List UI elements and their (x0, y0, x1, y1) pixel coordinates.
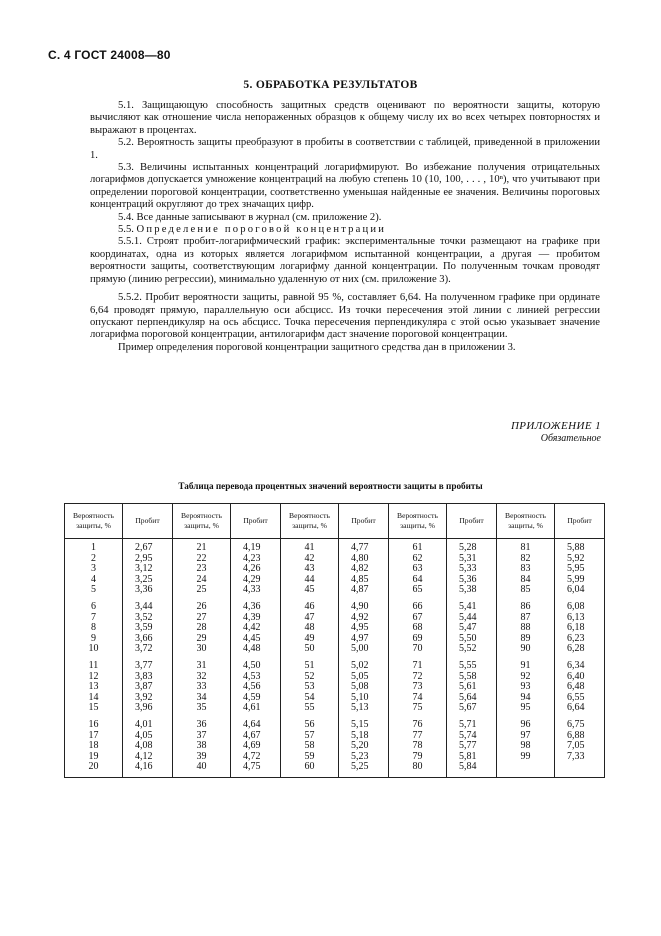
probit-cell: 5,31 (447, 554, 497, 565)
probability-cell: 35 (173, 703, 231, 714)
probit-cell: 6,48 (555, 682, 605, 693)
probit-cell: 5,50 (447, 634, 497, 645)
table-row (65, 644, 605, 655)
probit-cell: 5,84 (447, 762, 497, 777)
probit-cell: 5,10 (339, 693, 389, 704)
probit-cell: 5,18 (339, 731, 389, 742)
probability-cell: 64 (389, 575, 447, 586)
table-row (65, 596, 605, 613)
probability-cell: 40 (173, 762, 231, 777)
probability-cell: 30 (173, 644, 231, 655)
probit-cell: 3,52 (123, 613, 173, 624)
probability-cell: 32 (173, 672, 231, 683)
probability-cell: 39 (173, 752, 231, 763)
table-row (65, 655, 605, 672)
table-title: Таблица перевода процентных значений вероятности защиты в пробиты (178, 481, 483, 491)
paragraph-5-2: 5.2. Вероятность защиты преобразуют в пробиты в соответствии с таблицей, приведенной в приложении 1. (90, 137, 600, 161)
probit-cell: 5,99 (555, 575, 605, 586)
probit-cell: 4,50 (231, 655, 281, 672)
probit-cell: 3,12 (123, 564, 173, 575)
probability-cell: 92 (497, 672, 555, 683)
probability-cell: 52 (281, 672, 339, 683)
probability-cell: 77 (389, 731, 447, 742)
probit-cell: 5,33 (447, 564, 497, 575)
probability-cell: 88 (497, 623, 555, 634)
probit-table (64, 503, 605, 778)
probit-cell: 6,28 (555, 644, 605, 655)
probability-cell: 51 (281, 655, 339, 672)
probability-cell: 43 (281, 564, 339, 575)
probability-cell: 98 (497, 741, 555, 752)
probability-cell: 71 (389, 655, 447, 672)
probit-cell: 4,72 (231, 752, 281, 763)
probability-cell: 17 (65, 731, 123, 742)
probability-cell: 33 (173, 682, 231, 693)
probability-cell: 89 (497, 634, 555, 645)
probability-cell: 18 (65, 741, 123, 752)
paragraph-5-5 (90, 224, 600, 236)
probability-cell: 80 (389, 762, 447, 777)
probit-cell: 4,33 (231, 585, 281, 596)
probit-cell: 4,97 (339, 634, 389, 645)
probit-cell: 6,23 (555, 634, 605, 645)
appendix-subtitle: Обязательное (540, 433, 601, 444)
probability-cell: 85 (497, 585, 555, 596)
header-probit: Пробит (339, 504, 389, 539)
probit-cell: 6,08 (555, 596, 605, 613)
paragraph-5-5-2: 5.5.2. Пробит вероятности защиты, равной 95 %, составляет 6,64. На полученном графике при ординате 6,64 проводят прямую, параллельную оси абсцисс. Из точки пересечения этой линии с линией регрессии опускают перпендикуляр на ось абсцисс. Точка пересечения перпендикуляра с этой осью указывает значение логарифма пороговой концентрации, антилогарифм даст значение пороговой концентрации. (90, 292, 600, 341)
header-probit: Пробит (231, 504, 281, 539)
probit-cell: 4,12 (123, 752, 173, 763)
probability-cell: 34 (173, 693, 231, 704)
probability-cell: 16 (65, 714, 123, 731)
probit-cell: 7,05 (555, 741, 605, 752)
table-row (65, 539, 605, 554)
section-title: 5. ОБРАБОТКА РЕЗУЛЬТАТОВ (243, 79, 418, 91)
probit-cell: 4,39 (231, 613, 281, 624)
probit-cell: 4,36 (231, 596, 281, 613)
table-row (65, 762, 605, 777)
probit-cell: 3,92 (123, 693, 173, 704)
probit-cell: 5,64 (447, 693, 497, 704)
probit-cell: 5,23 (339, 752, 389, 763)
probit-cell: 4,92 (339, 613, 389, 624)
probability-cell: 61 (389, 539, 447, 554)
probit-cell: 3,36 (123, 585, 173, 596)
probit-cell: 6,04 (555, 585, 605, 596)
probit-cell: 5,15 (339, 714, 389, 731)
probability-cell: 12 (65, 672, 123, 683)
probit-cell: 4,80 (339, 554, 389, 565)
probit-cell: 5,41 (447, 596, 497, 613)
header-probability: Вероятность защиты, % (389, 504, 447, 539)
probit-cell: 6,64 (555, 703, 605, 714)
probit-cell: 5,05 (339, 672, 389, 683)
probability-cell: 75 (389, 703, 447, 714)
probability-cell: 94 (497, 693, 555, 704)
header-probit: Пробит (123, 504, 173, 539)
probit-cell: 4,23 (231, 554, 281, 565)
probability-cell: 78 (389, 741, 447, 752)
probit-cell: 5,81 (447, 752, 497, 763)
probit-cell: 6,40 (555, 672, 605, 683)
probability-cell: 19 (65, 752, 123, 763)
probability-cell: 42 (281, 554, 339, 565)
probability-cell: 69 (389, 634, 447, 645)
probability-cell: 53 (281, 682, 339, 693)
probit-cell: 3,83 (123, 672, 173, 683)
probit-cell: 3,59 (123, 623, 173, 634)
probability-cell: 26 (173, 596, 231, 613)
probit-cell: 4,59 (231, 693, 281, 704)
probability-cell: 25 (173, 585, 231, 596)
probit-cell: 4,82 (339, 564, 389, 575)
table-row (65, 714, 605, 731)
probability-cell (497, 762, 555, 777)
probability-cell: 36 (173, 714, 231, 731)
probit-cell: 3,25 (123, 575, 173, 586)
section-body (90, 100, 600, 354)
probability-cell: 82 (497, 554, 555, 565)
probability-cell: 79 (389, 752, 447, 763)
probability-cell: 37 (173, 731, 231, 742)
probit-cell: 5,92 (555, 554, 605, 565)
probit-cell: 4,87 (339, 585, 389, 596)
paragraph-5-5-number: 5.5. (118, 224, 134, 236)
probit-cell: 4,26 (231, 564, 281, 575)
probit-cell: 4,53 (231, 672, 281, 683)
paragraph-5-5-heading: Определение пороговой концентрации (136, 224, 387, 236)
probability-cell: 23 (173, 564, 231, 575)
probability-cell: 38 (173, 741, 231, 752)
probability-cell: 50 (281, 644, 339, 655)
probability-cell: 74 (389, 693, 447, 704)
appendix-label (511, 420, 601, 444)
probability-cell: 99 (497, 752, 555, 763)
probit-cell: 5,71 (447, 714, 497, 731)
probit-cell: 4,90 (339, 596, 389, 613)
probit-cell: 3,44 (123, 596, 173, 613)
probability-cell: 59 (281, 752, 339, 763)
probability-cell: 70 (389, 644, 447, 655)
probit-cell: 6,88 (555, 731, 605, 742)
probability-cell: 87 (497, 613, 555, 624)
probit-cell: 5,28 (447, 539, 497, 554)
probability-cell: 31 (173, 655, 231, 672)
probability-cell: 4 (65, 575, 123, 586)
paragraph-5-5-1: 5.5.1. Строят пробит-логарифмический график: экспериментальные точки размещают на графике при координатах, одна из которых является логарифмом испытанной концентрации, а другая — пробитом вероятности защиты, соответствующим логарифму данной концентрации. По полученным точкам проводят прямую (линию регрессии), минимально удаленную от них (см. приложение 3). (90, 236, 600, 285)
header-probability: Вероятность защиты, % (497, 504, 555, 539)
probit-cell: 5,77 (447, 741, 497, 752)
probability-cell: 67 (389, 613, 447, 624)
header-probit: Пробит (447, 504, 497, 539)
probability-cell: 65 (389, 585, 447, 596)
probability-cell: 9 (65, 634, 123, 645)
probit-cell: 4,05 (123, 731, 173, 742)
probit-cell (555, 762, 605, 777)
table-row (65, 585, 605, 596)
probit-cell: 4,85 (339, 575, 389, 586)
probit-cell: 4,16 (123, 762, 173, 777)
probit-cell: 4,45 (231, 634, 281, 645)
probability-cell: 81 (497, 539, 555, 554)
probability-cell: 2 (65, 554, 123, 565)
probit-cell: 4,42 (231, 623, 281, 634)
probit-cell: 5,20 (339, 741, 389, 752)
probability-cell: 22 (173, 554, 231, 565)
probability-cell: 86 (497, 596, 555, 613)
probability-cell: 97 (497, 731, 555, 742)
probability-cell: 62 (389, 554, 447, 565)
probability-cell: 66 (389, 596, 447, 613)
table-body (65, 539, 605, 778)
probit-cell: 4,29 (231, 575, 281, 586)
page-header: С. 4 ГОСТ 24008—80 (48, 48, 171, 62)
probability-cell: 10 (65, 644, 123, 655)
probability-cell: 55 (281, 703, 339, 714)
probability-cell: 13 (65, 682, 123, 693)
probit-cell: 7,33 (555, 752, 605, 763)
probit-cell: 6,55 (555, 693, 605, 704)
probability-cell: 45 (281, 585, 339, 596)
probability-cell: 41 (281, 539, 339, 554)
probability-cell: 48 (281, 623, 339, 634)
probit-cell: 5,44 (447, 613, 497, 624)
probit-cell: 3,87 (123, 682, 173, 693)
probit-cell: 4,19 (231, 539, 281, 554)
probability-cell: 27 (173, 613, 231, 624)
probit-cell: 4,67 (231, 731, 281, 742)
probit-cell: 3,72 (123, 644, 173, 655)
probability-cell: 60 (281, 762, 339, 777)
probability-cell: 44 (281, 575, 339, 586)
appendix-title: ПРИЛОЖЕНИЕ 1 (510, 420, 601, 432)
probit-cell: 5,74 (447, 731, 497, 742)
probability-cell: 91 (497, 655, 555, 672)
probit-cell: 5,13 (339, 703, 389, 714)
probit-cell: 5,55 (447, 655, 497, 672)
table-header-row (65, 504, 605, 539)
probability-cell: 63 (389, 564, 447, 575)
probit-cell: 5,61 (447, 682, 497, 693)
probability-cell: 24 (173, 575, 231, 586)
probability-cell: 1 (65, 539, 123, 554)
probability-cell: 20 (65, 762, 123, 777)
probit-cell: 5,00 (339, 644, 389, 655)
probability-cell: 58 (281, 741, 339, 752)
paragraph-5-3: 5.3. Величины испытанных концентраций логарифмируют. Во избежание получения отрицательных логарифмов допускается умножение концентраций на любую степень 10 (10, 100, . . . , 10ⁿ), что учитывают при определении пороговой концентрации, соответственно уменьшая найденные ее значения. Величины пороговых концентраций округляют до трех значащих цифр. (90, 162, 600, 211)
probit-cell: 5,36 (447, 575, 497, 586)
probability-cell: 11 (65, 655, 123, 672)
probit-cell: 4,56 (231, 682, 281, 693)
probit-cell: 4,77 (339, 539, 389, 554)
probability-cell: 57 (281, 731, 339, 742)
paragraph-5-4: 5.4. Все данные записывают в журнал (см. приложение 2). (118, 211, 382, 223)
probit-cell: 5,02 (339, 655, 389, 672)
probit-cell: 5,58 (447, 672, 497, 683)
probability-cell: 14 (65, 693, 123, 704)
probability-cell: 15 (65, 703, 123, 714)
probit-cell: 5,38 (447, 585, 497, 596)
probit-cell: 5,47 (447, 623, 497, 634)
probit-cell: 4,08 (123, 741, 173, 752)
probit-cell: 6,34 (555, 655, 605, 672)
probability-cell: 47 (281, 613, 339, 624)
header-probability: Вероятность защиты, % (173, 504, 231, 539)
probit-cell: 5,25 (339, 762, 389, 777)
probability-cell: 7 (65, 613, 123, 624)
probability-cell: 93 (497, 682, 555, 693)
probit-cell: 6,13 (555, 613, 605, 624)
probability-cell: 56 (281, 714, 339, 731)
probit-cell: 4,95 (339, 623, 389, 634)
probability-cell: 21 (173, 539, 231, 554)
probit-cell: 4,61 (231, 703, 281, 714)
probit-cell: 3,96 (123, 703, 173, 714)
table-row (65, 703, 605, 714)
header-probability: Вероятность защиты, % (281, 504, 339, 539)
probability-cell: 28 (173, 623, 231, 634)
probability-cell: 8 (65, 623, 123, 634)
probability-cell: 73 (389, 682, 447, 693)
paragraph-5-1: 5.1. Защищающую способность защитных средств оценивают по вероятности защиты, которую вычисляют как отношение числа непораженных образцов к общему числу их во всех четырех повторностях и выражают в процентах. (90, 100, 600, 136)
probability-cell: 6 (65, 596, 123, 613)
probability-cell: 83 (497, 564, 555, 575)
probit-cell: 4,48 (231, 644, 281, 655)
probit-cell: 5,88 (555, 539, 605, 554)
probability-cell: 68 (389, 623, 447, 634)
probability-cell: 96 (497, 714, 555, 731)
probit-cell: 4,01 (123, 714, 173, 731)
probit-cell: 5,52 (447, 644, 497, 655)
probability-cell: 54 (281, 693, 339, 704)
probability-cell: 84 (497, 575, 555, 586)
probit-cell: 6,18 (555, 623, 605, 634)
probability-cell: 3 (65, 564, 123, 575)
probability-cell: 49 (281, 634, 339, 645)
probit-cell: 3,66 (123, 634, 173, 645)
probit-cell: 2,95 (123, 554, 173, 565)
probability-cell: 90 (497, 644, 555, 655)
probability-cell: 76 (389, 714, 447, 731)
probit-cell: 2,67 (123, 539, 173, 554)
header-probit: Пробит (555, 504, 605, 539)
probit-cell: 4,64 (231, 714, 281, 731)
probit-cell: 6,75 (555, 714, 605, 731)
probit-cell: 4,69 (231, 741, 281, 752)
probit-cell: 5,08 (339, 682, 389, 693)
probit-cell: 4,75 (231, 762, 281, 777)
header-probability: Вероятность защиты, % (65, 504, 123, 539)
probability-cell: 72 (389, 672, 447, 683)
probability-cell: 29 (173, 634, 231, 645)
probit-cell: 5,67 (447, 703, 497, 714)
probit-cell: 5,95 (555, 564, 605, 575)
probability-cell: 95 (497, 703, 555, 714)
probit-cell: 3,77 (123, 655, 173, 672)
paragraph-example: Пример определения пороговой концентрации защитного средства дан в приложении 3. (118, 341, 516, 353)
probability-cell: 5 (65, 585, 123, 596)
probability-cell: 46 (281, 596, 339, 613)
